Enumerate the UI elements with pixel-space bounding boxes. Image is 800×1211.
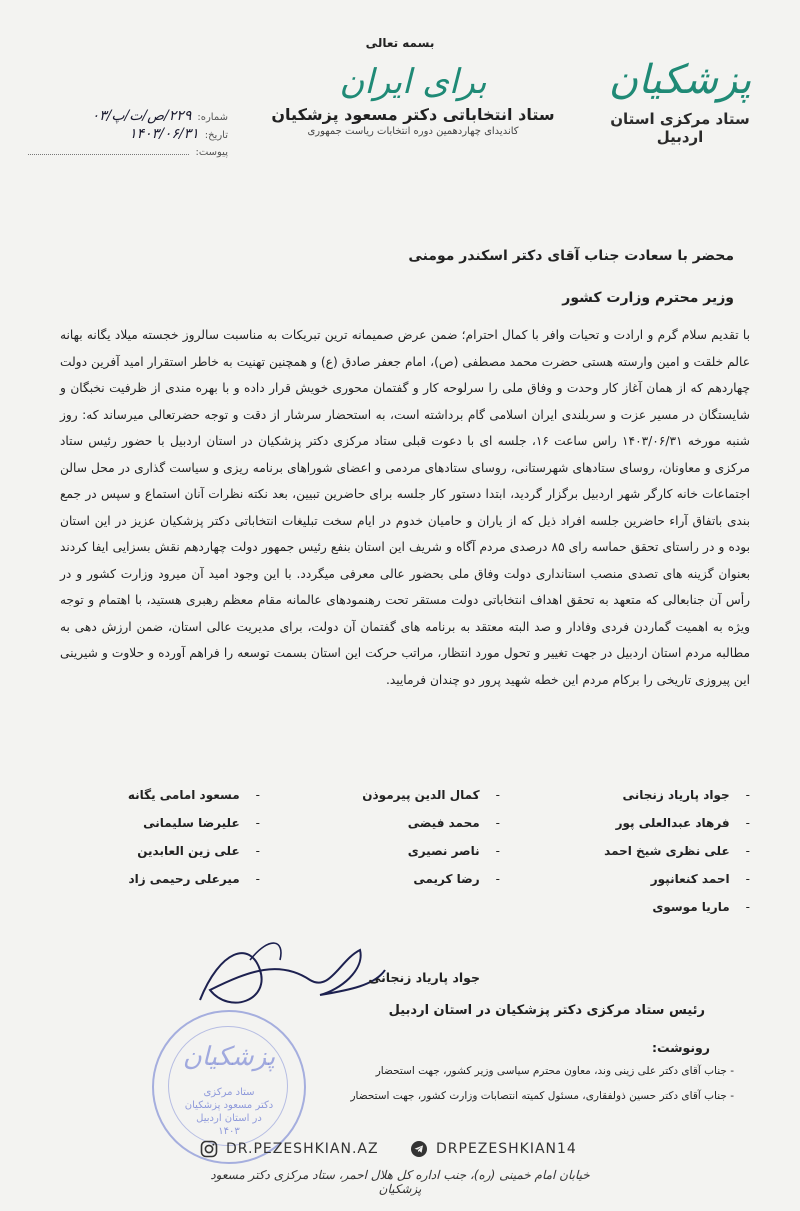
dash: - bbox=[255, 872, 260, 886]
attendee-middle-2: -ناصر نصیری bbox=[407, 844, 500, 858]
letter-meta bbox=[28, 108, 228, 162]
telegram-handle-text: DRPEZESHKIAN14 bbox=[436, 1141, 577, 1157]
attendee-right-3: -احمد کنعانپور bbox=[650, 872, 750, 886]
stamp-line-2: دکتر مسعود پزشکیان bbox=[184, 1100, 274, 1111]
attendee-right-4: -ماریا موسوی bbox=[652, 900, 750, 914]
dash: - bbox=[745, 816, 750, 830]
telegram-handle[interactable] bbox=[410, 1140, 577, 1158]
campaign-header bbox=[268, 64, 558, 137]
attendee-middle-0: -کمال الدین پیرموذن bbox=[362, 788, 500, 802]
instagram-handle-text: DR.PEZESHKIAN.AZ bbox=[226, 1141, 379, 1157]
stamp-logo-word: پزشکیان bbox=[182, 1042, 276, 1072]
instagram-handle[interactable] bbox=[200, 1140, 379, 1158]
dash: - bbox=[495, 788, 500, 802]
attendee-left-0: -مسعود امامی یگانه bbox=[127, 788, 260, 802]
attendee-left-3: -میرعلی رحیمی زاد bbox=[128, 872, 260, 886]
signatory-name: جواد پاریاد زنجانی bbox=[368, 970, 480, 985]
stamp-line-3: در استان اردبیل bbox=[196, 1113, 262, 1124]
telegram-icon bbox=[410, 1140, 428, 1158]
number-label: شماره: bbox=[197, 112, 228, 123]
letter-body: با تقدیم سلام گرم و ارادت و تحیات وافر با کمال احترام؛ ضمن عرض صمیمانه ترین تبریکات به مناسبت سالروز خجسته میلاد یگانه بهانه عالم خلقت و امین وارسته هستی حضرت محمد مصطفی (ص)، امام جعفر صادق (ع) و همچنین تهنیت به خاطر استقرار امید آفرین دولت چهاردهم که از همان آغاز کار وحدت و وفاق ملی را سرلوحه کار و گفتمان محوری خویش قرار داده و با بهره مندی از ظرفیت نخبگان و شایستگان در مسیر عزت و سربلندی ایران اسلامی گام برداشته است، به استحضار سرشار از دقت و توجه حضرتعالی میرساند که: روز شنبه مورخه ۱۴۰۳/۰۶/۳۱ راس ساعت ۱۶، جلسه ای با دعوت قبلی ستاد مرکزی دکتر پزشکیان در استان اردبیل با حضور رئیس ستاد مرکزی و معاونان، روسای ستادهای شهرستانی، روسای ستادهای مردمی و اعضای شوراهای برنامه ریزی و سیاست گذاری در محل سالن اجتماعات خانه کارگر شهر اردبیل برگزار گردید، ابتدا دستور کار جلسه برای حاضرین تبیین، بعد نکته نظرات آنان استماع و سپس در جمع بندی باتفاق آراء حاضرین جلسه افراد ذیل که از یاران و حامیان خدوم در ایام سخت تبلیغات انتخاباتی دکتر پزشکیان عزیز در این استان بوده و در راستای تحقق حماسه رای ۸۵ درصدی مردم آگاه و شریف این استان بنفع رئیس جمهور دولت چهاردهم نقش بسزایی ایفا کردند بعنوان گزینه های تصدی منصب استانداری دولت وفاق ملی بحضور عالی معرفی میگردد. با این وجود امید آن میرود وزارت کشور و در رأس آن جنابعالی که متعهد به تحقق اهداف انتخاباتی دولت مستقر تحت رهنمودهای عالمانه مقام معظم رهبری هستید، با اهتمام و توجه ویژه به اهمیت گماردن فردی وفادار و صد البته معتقد به برنامه های گفتمان آن دولت، برای مدیریت عالی استان، ضمن ارزش دهی به مطالبه مردم استان اردبیل در جهت تغییر و تحول مورد انتظار، مراتب حرکت این استان بسمت توسعه را فراهم آورده و حلاوت و شیرینی این پیروزی تاریخی را برکام مردم این خطه شهید پرور دو چندان فرمایید. bbox=[60, 328, 750, 687]
dash: - bbox=[745, 872, 750, 886]
pezeshkian-logo-word: پزشکیان bbox=[608, 57, 752, 103]
meta-number-row bbox=[28, 108, 228, 126]
attachment-line bbox=[28, 144, 189, 155]
dash: - bbox=[745, 788, 750, 802]
instagram-icon bbox=[200, 1140, 218, 1158]
footer-social bbox=[0, 1140, 800, 1166]
dash: - bbox=[745, 900, 750, 914]
attendee-left-1: -علیرضا سلیمانی bbox=[143, 816, 260, 830]
attendee-left-2: -علی زین العابدین bbox=[137, 844, 260, 858]
attendee-right-0: -جواد پاریاد زنجانی bbox=[622, 788, 750, 802]
attendee-middle-3: -رضا کریمی bbox=[413, 872, 500, 886]
stamp-text bbox=[154, 1086, 304, 1138]
date-label: تاریخ: bbox=[204, 130, 228, 141]
dash: - bbox=[495, 816, 500, 830]
date-value: ۱۴۰۳/۰۶/۳۱ bbox=[129, 126, 199, 142]
stamp-line-4: ۱۴۰۳ bbox=[218, 1126, 240, 1137]
cc-line-1: - جناب آقای دکتر علی زینی وند، معاون محترم سیاسی وزیر کشور، جهت استحضار bbox=[375, 1065, 734, 1077]
dash: - bbox=[726, 1065, 734, 1077]
stamp-line-1: ستاد مرکزی bbox=[203, 1087, 255, 1098]
attendee-right-1: -فرهاد عبدالعلی پور bbox=[615, 816, 750, 830]
campaign-name: ستاد انتخاباتی دکتر مسعود پزشکیان bbox=[271, 105, 555, 125]
dash: - bbox=[726, 1090, 734, 1102]
dash: - bbox=[745, 844, 750, 858]
meta-date-row bbox=[28, 126, 228, 144]
addressee-line-1: محضر با سعادت جناب آقای دکتر اسکندر مومنی bbox=[408, 248, 734, 264]
hq-name: ستاد مرکزی استان اردبیل bbox=[610, 110, 750, 146]
cc-line-2: - جناب آقای دکتر حسین ذولفقاری، مسئول کمیته انتصابات وزارت کشور، جهت استحضار bbox=[350, 1090, 734, 1102]
dash: - bbox=[255, 844, 260, 858]
candidate-note: کاندیدای چهاردهمین دوره انتخابات ریاست جمهوری bbox=[307, 126, 519, 138]
handwritten-signature bbox=[190, 930, 390, 1020]
attendee-list bbox=[60, 788, 750, 928]
slogan-logo: برای ایران bbox=[339, 62, 487, 102]
cc-title: رونوشت: bbox=[651, 1040, 710, 1055]
bismillah-heading: بسمه تعالی bbox=[365, 36, 435, 50]
signatory-title: رئیس ستاد مرکزی دکتر پزشکیان در استان اردبیل bbox=[388, 1003, 705, 1018]
hq-logo bbox=[590, 57, 770, 146]
number-value: ۲۲۹/ص/ت/پ/۰۳ bbox=[91, 108, 192, 124]
dash: - bbox=[495, 844, 500, 858]
dash: - bbox=[495, 872, 500, 886]
dash: - bbox=[255, 788, 260, 802]
attendee-right-2: -علی نظری شیخ احمد bbox=[604, 844, 750, 858]
footer-address: خیابان امام خمینی (ره)، جنب اداره کل هلال احمر، ستاد مرکزی دکتر مسعود پزشکیان bbox=[210, 1168, 590, 1196]
dash: - bbox=[255, 816, 260, 830]
attachment-label: پیوست: bbox=[195, 147, 228, 158]
attendee-middle-1: -محمد فیضی bbox=[407, 816, 500, 830]
addressee-line-2: وزیر محترم وزارت کشور bbox=[562, 290, 734, 306]
meta-attachment-row bbox=[28, 144, 228, 162]
